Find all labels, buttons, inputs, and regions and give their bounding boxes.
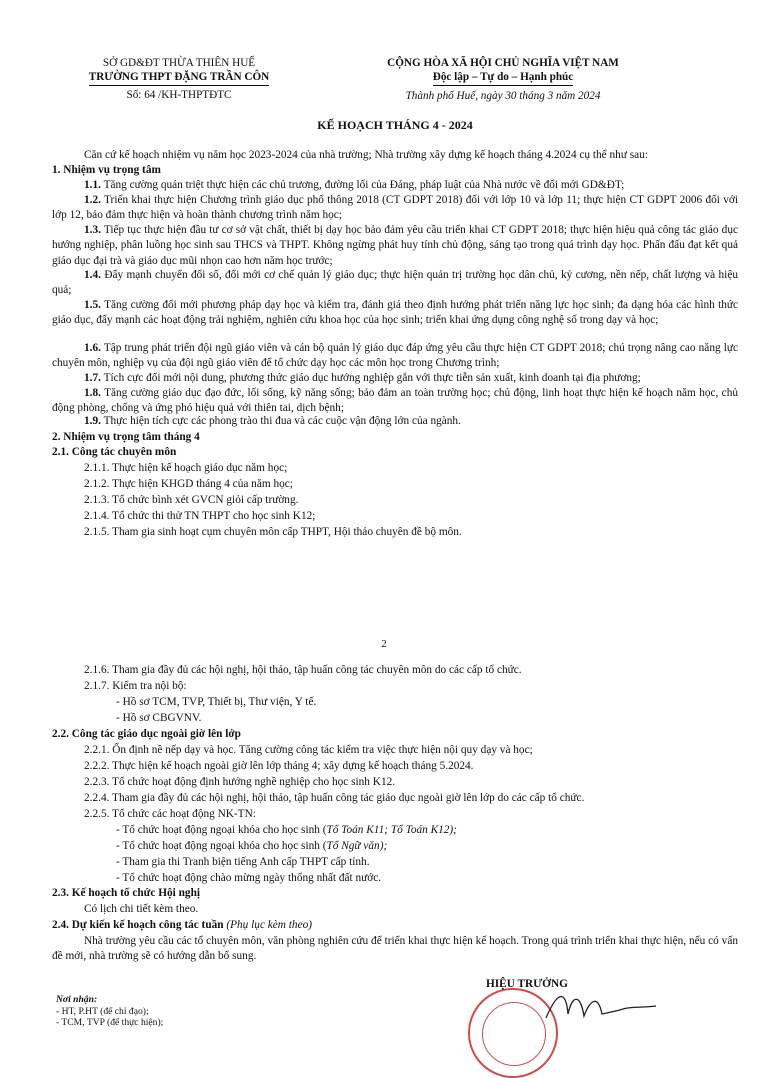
sec1-item-1: 1.1. Tăng cường quán triệt thực hiện các chủ trương, đường lối của Đảng, pháp luật của Nhà nước về đổi mới GD&ĐT; [84,179,625,191]
sec22-heading: 2.2. Công tác giáo dục ngoài giờ lên lớp [52,728,241,740]
sec21-item-7-sub-1: - Hồ sơ TCM, TVP, Thiết bị, Thư viện, Y tế. [116,696,317,708]
sec22-item-3: 2.2.3. Tổ chức hoạt động định hướng nghề nghiệp cho học sinh K12. [84,776,396,788]
sec22-sub-d: - Tổ chức hoạt động chào mừng ngày thống nhất đất nước. [116,872,382,884]
nation-title: CỘNG HÒA XÃ HỘI CHỦ NGHĨA VIỆT NAM [387,57,619,69]
sec1-item-3: 1.3. Tiếp tục thực hiện đầu tư cơ sở vật chất, thiết bị dạy học bảo đảm yêu cầu triển khai CT GDPT 2018; thực hiện hiệu quả công tác giáo dục hướng nghiệp, phân luồng học sinh sau THCS và THPT. Không ngừng phát huy tính chủ động, sáng tạo trong quá trình dạy học. Phấn đấu đạt kết quả giáo dục đại trà và giáo dục mũi nhọn cao hơn năm học trước; [52,224,738,267]
sec22-item-4: 2.2.4. Tham gia đầy đủ các hội nghị, hội thảo, tập huấn công tác giáo dục ngoài giờ lên lớp do các cấp tổ chức. [84,792,585,804]
sec21-item-7-sub-2: - Hồ sơ CBGVNV. [116,712,202,724]
sec24-heading: 2.4. Dự kiến kế hoạch công tác tuần (Phụ lục kèm theo) [52,919,313,931]
header-left [52,56,306,102]
sec21-item-5: 2.1.5. Tham gia sinh hoạt cụm chuyên môn cấp THPT, Hội thảo chuyên đề bộ môn. [84,526,462,538]
sec1-heading: 1. Nhiệm vụ trọng tâm [52,164,161,176]
sec1-item-2: 1.2. Triển khai thực hiện Chương trình giáo dục phổ thông 2018 (CT GDPT 2018) đối với lớp 10 và lớp 11; thực hiện CT GDPT 2006 đối với lớp 12, bảo đảm thực hiện và hoàn thành chương trình năm học; [52,194,738,222]
sec1-item-6: 1.6. Tập trung phát triển đội ngũ giáo viên và cán bộ quản lý giáo dục đáp ứng yêu cầu thực hiện CT GDPT 2018; chú trọng nâng cao năng lực chuyên môn, nghiệp vụ của đội ngũ giáo viên để tổ chức dạy học các môn học trong Chương trình; [52,342,738,370]
sec22-item-2: 2.2.2. Thực hiện kế hoạch ngoài giờ lên lớp tháng 4; xây dựng kế hoạch tháng 5.2024. [84,760,474,772]
date-line: Thành phố Huế, ngày 30 tháng 3 năm 2024 [405,90,601,102]
sec21-item-7: 2.1.7. Kiểm tra nội bộ: [84,680,187,692]
recipients-title: Nơi nhận: [56,994,98,1005]
sec1-item-5: 1.5. Tăng cường đổi mới phương pháp dạy học và kiểm tra, đánh giá theo định hướng phát triển năng lực học sinh; đa dạng hóa các hình thức giáo dục, đẩy mạnh các hoạt động trải nghiệm, nghiên cứu khoa học của học sinh; triển khai ứng dụng công nghệ số trong dạy và học; [52,299,738,327]
sec22-sub-a: - Tổ chức hoạt động ngoại khóa cho học sinh (Tổ Toán K11; Tổ Toán K12); [116,824,457,836]
closing-paragraph: Nhà trường yêu cầu các tổ chuyên môn, văn phòng nghiên cứu để triển khai thực hiện kế hoạch. Trong quá trình triển khai thực hiện, nếu có vấn đề mới, nhà trường sẽ có hướng dẫn bổ sung. [52,935,738,963]
header-right [370,56,636,86]
signature-mark [540,984,660,1024]
doc-number: Số: 64 /KH-THPTĐTC [126,89,232,101]
sec1-item-7: 1.7. Tích cực đổi mới nội dung, phương thức giáo dục hướng nghiệp gắn với thực tiễn sản xuất, kinh doanh tại địa phương; [84,372,641,384]
nation-motto: Độc lập – Tự do – Hạnh phúc [433,70,574,86]
sec22-sub-c: - Tham gia thi Tranh biện tiếng Anh cấp THPT cấp tỉnh. [116,856,370,868]
doc-title: KẾ HOẠCH THÁNG 4 - 2024 [317,118,473,132]
sec21-item-2: 2.1.2. Thực hiện KHGD tháng 4 của năm học; [84,478,293,490]
sec1-item-4: 1.4. Đẩy mạnh chuyển đổi số, đổi mới cơ chế quản lý giáo dục; thực hiện quản trị trường học dân chủ, kỷ cương, nền nếp, chất lượng và hiệu quả; [52,269,738,297]
sec21-item-6: 2.1.6. Tham gia đầy đủ các hội nghị, hội thảo, tập huấn công tác chuyên môn do các cấp tổ chức. [84,664,522,676]
sec23-heading: 2.3. Kế hoạch tổ chức Hội nghị [52,887,200,899]
sec21-heading: 2.1. Công tác chuyên môn [52,446,177,458]
sec22-item-5: 2.2.5. Tổ chức các hoạt động NK-TN: [84,808,256,820]
recipient-2: - TCM, TVP (để thực hiện); [56,1017,164,1028]
sec21-item-1: 2.1.1. Thực hiện kế hoạch giáo dục năm học; [84,462,288,474]
sec1-item-8: 1.8. Tăng cường giáo dục đạo đức, lối sống, kỹ năng sống; bảo đảm an toàn trường học; chủ động, linh hoạt thực hiện kế hoạch năm học, chủ động phòng, chống và ứng phó hiệu quả với thiên tai, dịch bệnh; [52,387,738,415]
sec21-item-4: 2.1.4. Tổ chức thi thử TN THPT cho học sinh K12; [84,510,316,522]
sec2-heading: 2. Nhiệm vụ trọng tâm tháng 4 [52,431,200,443]
page-number: 2 [381,638,387,650]
sec22-item-1: 2.2.1. Ổn định nề nếp dạy và học. Tăng cường công tác kiểm tra việc thực hiện nội quy dạy và học; [84,744,533,756]
signer-title: HIỆU TRƯỞNG [486,978,568,990]
sec1-item-9: 1.9. Thực hiện tích cực các phong trào thi đua và các cuộc vận động lớn của ngành. [84,415,461,427]
intro-text: Căn cứ kế hoạch nhiệm vụ năm học 2023-2024 của nhà trường; Nhà trường xây dựng kế hoạch tháng 4.2024 cụ thể như sau: [84,149,648,161]
recipient-1: - HT, P.HT (để chỉ đạo); [56,1005,149,1017]
recipients-block [56,994,163,1029]
school-name: TRƯỜNG THPT ĐẶNG TRẦN CÔN [89,70,269,86]
sec23-text: Có lịch chi tiết kèm theo. [84,903,199,915]
department-name: SỞ GD&ĐT THỪA THIÊN HUẾ [102,57,256,69]
sec21-item-3: 2.1.3. Tổ chức bình xét GVCN giỏi cấp trường. [84,494,299,506]
sec22-sub-b: - Tổ chức hoạt động ngoại khóa cho học sinh (Tổ Ngữ văn); [116,840,388,852]
